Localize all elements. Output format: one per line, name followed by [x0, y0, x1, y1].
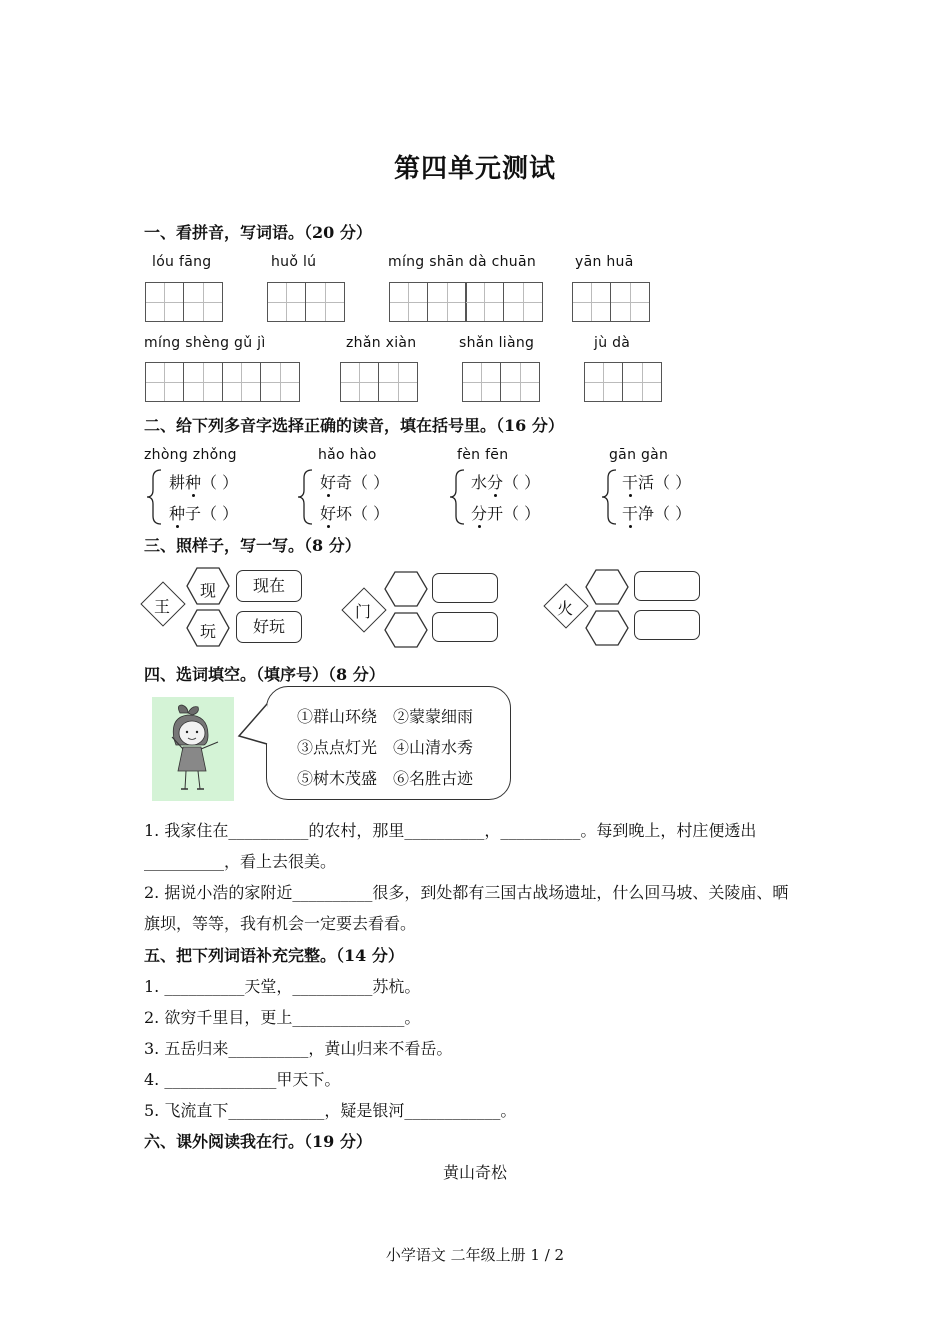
fill-sentence: __________，看上去很美。 [144, 852, 337, 871]
polyphone-word: 干净（ ） [622, 504, 692, 523]
answer-box[interactable] [634, 571, 700, 601]
word-box: 好玩 [236, 611, 302, 643]
page-title: 第四单元测试 [393, 154, 556, 184]
speech-bubble-tail [236, 702, 270, 746]
option-row: ③点点灯光 ④山清水秀 [297, 738, 474, 757]
pinyin-1: lóu fāng [152, 254, 212, 270]
idiom-item: 1. __________天堂，__________苏杭。 [144, 977, 421, 996]
hexagon-shape[interactable] [383, 611, 429, 649]
radical-char: 火 [557, 599, 574, 618]
hexagon-shape[interactable] [584, 609, 630, 647]
brace-icon [600, 468, 620, 526]
polyphone-word: 干活（ ） [622, 473, 692, 492]
girl-illustration [152, 697, 234, 801]
idiom-item: 2. 欲穷千里目，更上______________。 [144, 1008, 421, 1027]
writing-grid[interactable] [465, 282, 543, 322]
pinyin-3: míng shān dà chuān [388, 254, 537, 270]
option-row: ⑤树木茂盛 ⑥名胜古迹 [297, 769, 474, 788]
polyphone-word: 好坏（ ） [320, 504, 390, 523]
polyphone-pinyin: zhòng zhǒng [144, 447, 237, 463]
idiom-item: 3. 五岳归来__________，黄山归来不看岳。 [144, 1039, 453, 1058]
fill-sentence: 2. 据说小浩的家附近__________很多，到处都有三国古战场遗址，什么回马坡、关陵庙、晒 [144, 883, 789, 902]
answer-box[interactable] [634, 610, 700, 640]
polyphone-word: 分开（ ） [471, 504, 541, 523]
writing-grid[interactable] [584, 362, 662, 402]
pinyin-7: shǎn liàng [459, 335, 535, 351]
writing-grid[interactable] [222, 362, 300, 402]
writing-grid[interactable] [267, 282, 345, 322]
writing-grid[interactable] [572, 282, 650, 322]
hexagon-shape[interactable] [383, 570, 429, 608]
polyphone-word: 耕种（ ） [169, 473, 239, 492]
pinyin-6: zhǎn xiàn [346, 335, 417, 351]
pinyin-8: jù dà [594, 335, 631, 351]
fill-sentence: 1. 我家住在__________的农村，那里__________，__________。每到晚上，村庄便透出 [144, 821, 757, 840]
radical-char: 王 [154, 597, 171, 616]
writing-grid[interactable] [462, 362, 540, 402]
polyphone-word: 水分（ ） [471, 473, 541, 492]
polyphone-pinyin: hǎo hào [318, 447, 377, 463]
polyphone-word: 种子（ ） [169, 504, 239, 523]
option-row: ①群山环绕 ②蒙蒙细雨 [297, 707, 474, 726]
fill-sentence: 旗坝，等等，我有机会一定要去看看。 [144, 914, 417, 933]
section-4-heading: 四、选词填空。（填序号）（8 分） [144, 665, 385, 684]
writing-grid[interactable] [145, 282, 223, 322]
section-6-heading: 六、课外阅读我在行。（19 分） [144, 1132, 372, 1151]
writing-grid[interactable] [145, 362, 223, 402]
section-3-heading: 三、照样子，写一写。（8 分） [144, 536, 361, 555]
brace-icon [448, 468, 468, 526]
radical-char: 门 [355, 602, 372, 621]
section-1-heading: 一、看拼音，写词语。（20 分） [144, 223, 372, 242]
answer-box[interactable] [432, 612, 498, 642]
section-2-heading: 二、给下列多音字选择正确的读音，填在括号里。（16 分） [144, 416, 564, 435]
polyphone-pinyin: fèn fēn [457, 447, 509, 463]
pinyin-5: míng shèng gǔ jì [144, 335, 266, 351]
polyphone-word: 好奇（ ） [320, 473, 390, 492]
writing-grid[interactable] [340, 362, 418, 402]
word-box: 现在 [236, 570, 302, 602]
brace-icon [145, 468, 165, 526]
hexagon-char: 现 [200, 581, 217, 600]
pinyin-2: huǒ lú [271, 254, 317, 270]
idiom-item: 4. ______________甲天下。 [144, 1070, 341, 1089]
passage-title: 黄山奇松 [442, 1163, 507, 1182]
page-footer: 小学语文 二年级上册 1 / 2 [385, 1246, 565, 1264]
writing-grid[interactable] [389, 282, 467, 322]
answer-box[interactable] [432, 573, 498, 603]
section-5-heading: 五、把下列词语补充完整。（14 分） [144, 946, 404, 965]
idiom-item: 5. 飞流直下____________，疑是银河____________。 [144, 1101, 517, 1120]
hexagon-char: 玩 [200, 622, 217, 641]
hexagon-shape[interactable] [584, 568, 630, 606]
brace-icon [296, 468, 316, 526]
pinyin-4: yān huā [575, 254, 634, 270]
polyphone-pinyin: gān gàn [609, 447, 669, 463]
